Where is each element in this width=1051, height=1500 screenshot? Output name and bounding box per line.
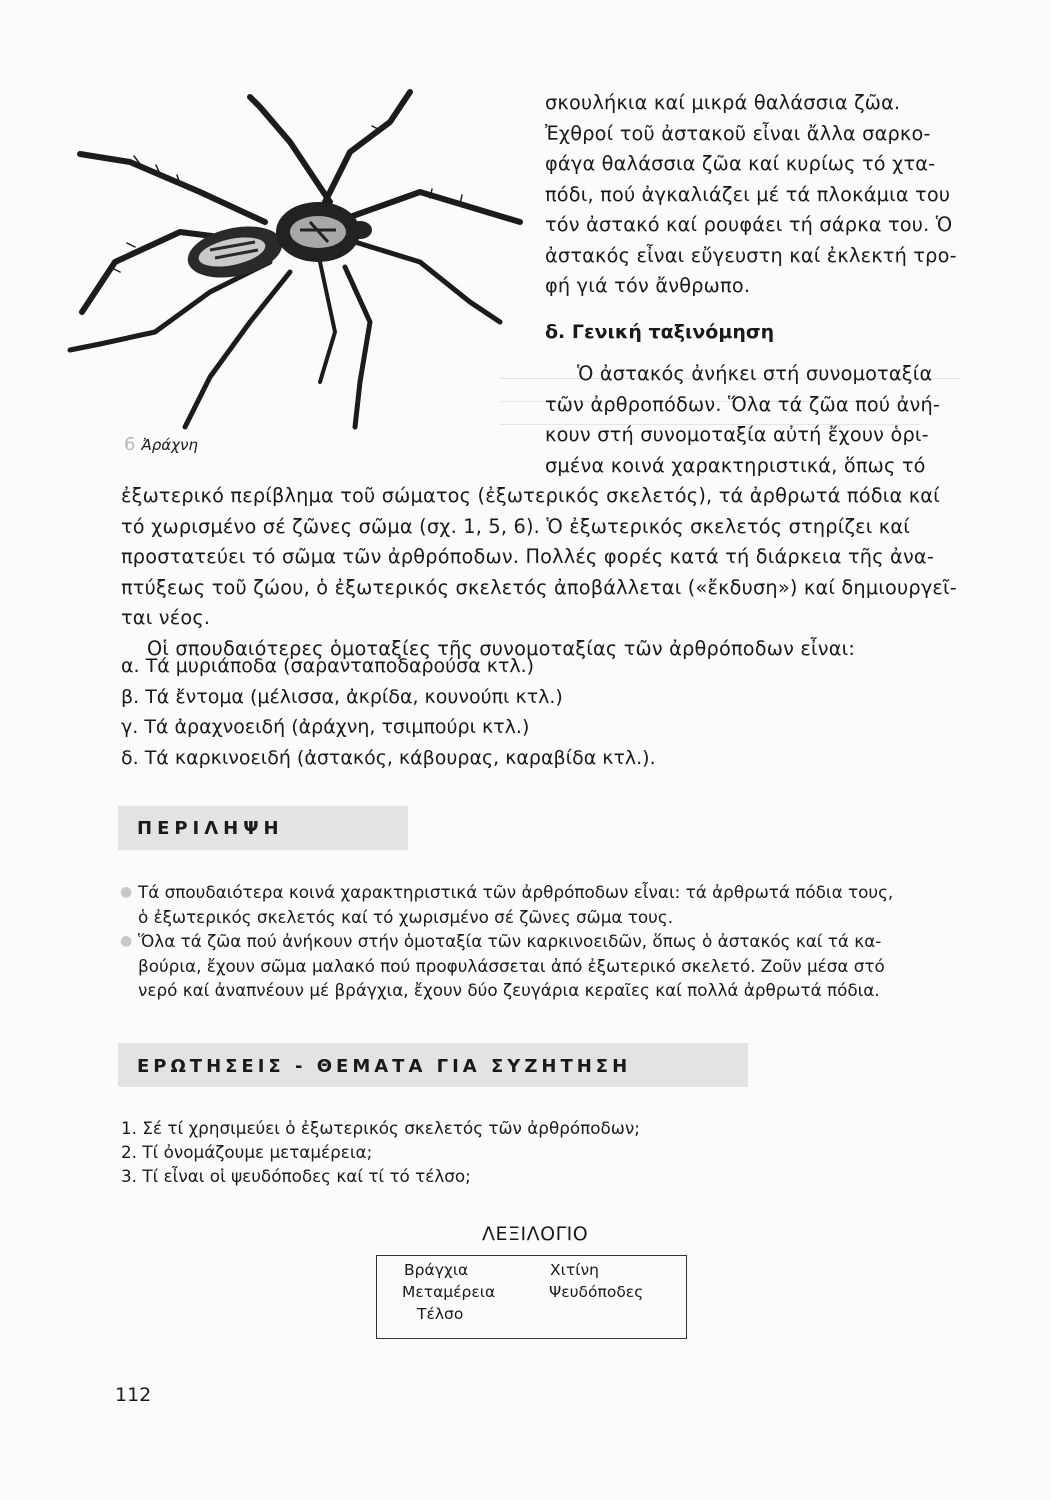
questions-list [121, 1116, 640, 1188]
text-line: Ὅλα τά ζῶα πού ἀνήκουν στήν ὁμοταξία τῶν καρκινοειδῶν, ὅπως ὁ ἀστακός καί τά κα- [138, 931, 882, 951]
text-line: τό χωρισμένο σέ ζῶνες σῶμα (σχ. 1, 5, 6). Ὁ ἐξωτερικός σκελετός στηρίζει καί [121, 514, 911, 538]
text-line: ὁ ἐξωτερικός σκελετός καί τό χωρισμένο σέ ζῶνες σῶμα τους. [138, 906, 674, 927]
summary-item [120, 929, 1010, 1003]
text-line: προστατεύει τό σῶμα τῶν ἀρθρόποδων. Πολλές φορές κατά τή διάρκεια τῆς ἀνα- [121, 545, 934, 568]
text-line: τόν ἀστακό καί ρουφάει τή σάρκα του. Ὁ [545, 213, 953, 236]
text-line: πτύξεως τοῦ ζώου, ὁ ἐξωτερικός σκελετός ἀποβάλλεται («ἔκδυση») καί δημιουργεῖ- [121, 575, 957, 599]
glossary-title: ΛΕΞΙΛΟΓΙΟ [482, 1223, 589, 1245]
glossary-term: Χιτίνη [550, 1261, 599, 1279]
summary-item [120, 880, 1010, 929]
text-line: ἀστακός εἶναι εὔγευστη καί ἐκλεκτή τρο- [545, 243, 957, 267]
questions-title: ΕΡΩΤΗΣΕΙΣ - ΘΕΜΑΤΑ ΓΙΑ ΣΥΖΗΤΗΣΗ [137, 1056, 632, 1077]
figure-caption [124, 434, 198, 455]
lobster-enemies-paragraph [545, 88, 1010, 302]
spider-illustration [60, 82, 530, 450]
text-line: φάγα θαλάσσια ζῶα καί κυρίως τό χτα- [545, 152, 936, 175]
summary-list [120, 880, 1010, 1003]
figure-caption-text: Ἀράχνη [141, 436, 198, 454]
list-item: γ. Τά ἀραχνοειδή (ἀράχνη, τσιμπούρι κτλ.) [121, 716, 530, 738]
question-item: 3. Τί εἶναι οἱ ψευδόποδες καί τί τό τέλσο; [121, 1166, 471, 1186]
text-line: σκουλήκια καί μικρά θαλάσσια ζῶα. [545, 91, 901, 114]
question-item: 2. Τί ὀνομάζουμε μεταμέρεια; [121, 1142, 373, 1162]
list-item: β. Τά ἔντομα (μέλισσα, ἀκρίδα, κουνούπι κτλ.) [121, 685, 563, 708]
text-line: βούρια, ἔχουν σῶμα μαλακό πού προφυλάσσεται ἀπό ἐξωτερικό σκελετό. Ζοῦν μέσα στό [138, 955, 885, 976]
text-line: τῶν ἀρθροπόδων. Ὅλα τά ζῶα πού ἀνή- [545, 392, 941, 416]
summary-title: ΠΕΡΙΛΗΨΗ [137, 818, 284, 839]
text-line: ται νέος. [121, 606, 211, 629]
text-line: κουν στή συνομοταξία αὐτή ἔχουν ὁρι- [545, 423, 929, 446]
text-line: σμένα κοινά χαρακτηριστικά, ὅπως τό [545, 453, 926, 477]
glossary-term: Τέλσο [417, 1305, 464, 1323]
text-line: Ἐχθροί τοῦ ἀστακοῦ εἶναι ἄλλα σαρκο- [545, 121, 931, 145]
text-line: νερό καί ἀναπνέουν μέ βράγχια, ἔχουν δύο ζευγάρια κεραῖες καί πολλά ἀρθρωτά πόδια. [138, 980, 880, 1000]
bullet-icon: ● [120, 884, 133, 900]
glossary-term: Ψευδόποδες [549, 1283, 644, 1301]
text-line: φή γιά τόν ἄνθρωπο. [545, 274, 751, 297]
glossary-term: Βράγχια [404, 1261, 469, 1279]
text-line: πόδι, πού ἀγκαλιάζει μέ τά πλοκάμια του [545, 182, 951, 206]
text-line: ἐξωτερικό περίβλημα τοῦ σώματος (ἐξωτερικός σκελετός), τά ἀρθρωτά πόδια καί [121, 484, 940, 507]
bullet-icon: ● [120, 933, 133, 949]
classification-paragraph-start [545, 359, 1010, 481]
arthropod-classes-list [121, 651, 656, 773]
text-line: Ὁ ἀστακός ἀνήκει στή συνομοταξία [577, 362, 933, 385]
page-number: 112 [115, 1384, 152, 1406]
section-heading: δ. Γενική ταξινόμηση [545, 321, 775, 343]
question-item: 1. Σέ τί χρησιμεύει ὁ ἐξωτερικός σκελετός τῶν ἀρθρόποδων; [121, 1118, 640, 1138]
text-line: Τά σπουδαιότερα κοινά χαρακτηριστικά τῶν ἀρθρόποδων εἶναι: τά ἀρθρωτά πόδια τους, [138, 882, 894, 902]
figure-number: 6 [124, 434, 136, 455]
classification-paragraph [121, 481, 1006, 664]
list-item: α. Τά μυριάποδα (σαρανταποδαρούσα κτλ.) [121, 655, 535, 677]
list-item: δ. Τά καρκινοειδή (ἀστακός, κάβουρας, καραβίδα κτλ.). [121, 746, 656, 769]
classes-intro: Οἱ σπουδαιότερες ὁμοταξίες τῆς συνομοταξίας τῶν ἀρθρόποδων εἶναι: [147, 636, 856, 660]
glossary-box [376, 1255, 687, 1339]
glossary-term: Μεταμέρεια [402, 1283, 496, 1301]
